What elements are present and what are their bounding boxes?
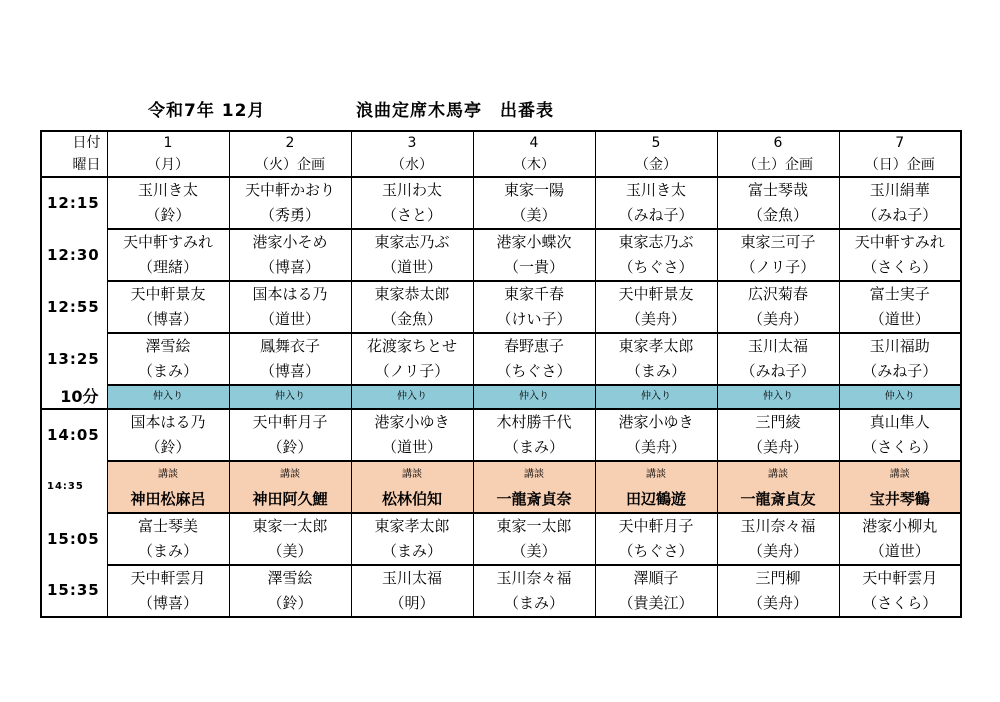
accompanist-name: （まみ） [107,359,229,385]
performer-name: 玉川太福 [351,565,473,591]
kodan-performer: 一龍斎貞奈 [473,487,595,513]
kodan-performer: 神田松麻呂 [107,487,229,513]
accompanist-name: （道世） [229,307,351,333]
date-cell: 5 [595,131,717,153]
accompanist-name: （美舟） [595,307,717,333]
accompanist-name: （さくら） [839,591,961,617]
performer-name: 東家志乃ぶ [351,229,473,255]
accompanist-name: （美） [473,203,595,229]
performer-name: 天中軒すみれ [839,229,961,255]
accompanist-name: （みね子） [839,359,961,385]
accompanist-name: （さと） [351,203,473,229]
performer-name: 天中軒景友 [107,281,229,307]
page-title-month: 令和7年 12月 [148,101,266,121]
accompanist-name: （博喜） [107,591,229,617]
accompanist-name: （みね子） [839,203,961,229]
accompanist-name: （鈴） [107,203,229,229]
accompanist-name: （博喜） [229,359,351,385]
kodan-label: 講談 [717,461,839,487]
performer-name: 三門柳 [717,565,839,591]
kodan-performer: 神田阿久鯉 [229,487,351,513]
performer-name: 澤雪絵 [229,565,351,591]
accompanist-name: （さくら） [839,435,961,461]
performer-name: 鳳舞衣子 [229,333,351,359]
performer-name: 澤雪絵 [107,333,229,359]
kodan-label: 講談 [839,461,961,487]
performer-name: 港家小柳丸 [839,513,961,539]
accompanist-name: （ちぐさ） [473,359,595,385]
accompanist-name: （理緒） [107,255,229,281]
weekday-cell: （金） [595,153,717,177]
performer-name: 花渡家ちとせ [351,333,473,359]
performer-name: 国本はる乃 [107,409,229,435]
accompanist-name: （ノリ子） [717,255,839,281]
accompanist-name: （金魚） [717,203,839,229]
kodan-label: 講談 [107,461,229,487]
performer-name: 天中軒月子 [229,409,351,435]
accompanist-name: （一貴） [473,255,595,281]
performer-name: 東家恭太郎 [351,281,473,307]
performer-name: 天中軒月子 [595,513,717,539]
performer-name: 玉川福助 [839,333,961,359]
accompanist-name: （道世） [351,435,473,461]
accompanist-name: （みね子） [717,359,839,385]
kodan-label: 講談 [351,461,473,487]
accompanist-name: （ちぐさ） [595,539,717,565]
accompanist-name: （さくら） [839,255,961,281]
performer-name: 玉川き太 [107,177,229,203]
performer-name: 東家孝太郎 [351,513,473,539]
time-slot: 13:25 [41,333,107,385]
performer-name: 国本はる乃 [229,281,351,307]
performer-name: 東家千春 [473,281,595,307]
accompanist-name: （明） [351,591,473,617]
kodan-performer: 宝井琴鶴 [839,487,961,513]
accompanist-name: （博喜） [229,255,351,281]
performer-name: 港家小ゆき [595,409,717,435]
time-slot: 14:35 [41,461,107,513]
kodan-performer: 田辺鶴遊 [595,487,717,513]
performer-name: 富士実子 [839,281,961,307]
accompanist-name: （道世） [839,539,961,565]
weekday-cell: （火）企画 [229,153,351,177]
accompanist-name: （鈴） [229,435,351,461]
accompanist-name: （みね子） [595,203,717,229]
accompanist-name: （秀勇） [229,203,351,229]
accompanist-name: （美舟） [717,539,839,565]
intermission-cell: 仲入り [229,385,351,409]
performer-name: 天中軒雲月 [839,565,961,591]
performer-name: 玉川奈々福 [717,513,839,539]
accompanist-name: （美） [473,539,595,565]
intermission-cell: 仲入り [595,385,717,409]
intermission-cell: 仲入り [473,385,595,409]
schedule-table [40,130,962,618]
performer-name: 玉川き太 [595,177,717,203]
accompanist-name: （博喜） [107,307,229,333]
performer-name: 玉川奈々福 [473,565,595,591]
time-slot: 15:35 [41,565,107,617]
accompanist-name: （けい子） [473,307,595,333]
date-cell: 1 [107,131,229,153]
kodan-performer: 一龍斎貞友 [717,487,839,513]
performer-name: 澤順子 [595,565,717,591]
page-title-venue: 浪曲定席木馬亭 出番表 [356,101,554,121]
kodan-label: 講談 [595,461,717,487]
accompanist-name: （まみ） [107,539,229,565]
performer-name: 東家一太郎 [473,513,595,539]
accompanist-name: （まみ） [595,359,717,385]
performer-name: 真山隼人 [839,409,961,435]
performer-name: 天中軒かおり [229,177,351,203]
date-cell: 6 [717,131,839,153]
date-cell: 2 [229,131,351,153]
performer-name: 港家小ゆき [351,409,473,435]
performer-name: 東家志乃ぶ [595,229,717,255]
kodan-label: 講談 [473,461,595,487]
intermission-cell: 仲入り [107,385,229,409]
date-cell: 4 [473,131,595,153]
accompanist-name: （金魚） [351,307,473,333]
weekday-label: 曜日 [41,153,107,177]
kodan-label: 講談 [229,461,351,487]
time-slot: 15:05 [41,513,107,565]
title-row [0,96,1000,120]
date-cell: 7 [839,131,961,153]
accompanist-name: （鈴） [107,435,229,461]
performer-name: 天中軒景友 [595,281,717,307]
time-slot: 14:05 [41,409,107,461]
time-slot: 12:15 [41,177,107,229]
date-label: 日付 [41,131,107,153]
accompanist-name: （道世） [351,255,473,281]
weekday-cell: （月） [107,153,229,177]
performer-name: 港家小蝶次 [473,229,595,255]
intermission-label: 10分 [41,385,107,409]
weekday-cell: （木） [473,153,595,177]
performer-name: 富士琴美 [107,513,229,539]
intermission-cell: 仲入り [839,385,961,409]
performer-name: 東家三可子 [717,229,839,255]
kodan-performer: 松林伯知 [351,487,473,513]
performer-name: 天中軒雲月 [107,565,229,591]
performer-name: 東家孝太郎 [595,333,717,359]
performer-name: 港家小そめ [229,229,351,255]
accompanist-name: （美舟） [595,435,717,461]
accompanist-name: （美舟） [717,591,839,617]
accompanist-name: （ノリ子） [351,359,473,385]
performer-name: 玉川太福 [717,333,839,359]
accompanist-name: （道世） [839,307,961,333]
performer-name: 春野恵子 [473,333,595,359]
accompanist-name: （まみ） [473,435,595,461]
performer-name: 富士琴哉 [717,177,839,203]
accompanist-name: （ちぐさ） [595,255,717,281]
performer-name: 三門綾 [717,409,839,435]
accompanist-name: （貴美江） [595,591,717,617]
accompanist-name: （美） [229,539,351,565]
time-slot: 12:30 [41,229,107,281]
accompanist-name: （まみ） [473,591,595,617]
performer-name: 広沢菊春 [717,281,839,307]
accompanist-name: （まみ） [351,539,473,565]
intermission-cell: 仲入り [351,385,473,409]
accompanist-name: （美舟） [717,307,839,333]
accompanist-name: （美舟） [717,435,839,461]
weekday-cell: （日）企画 [839,153,961,177]
intermission-cell: 仲入り [717,385,839,409]
weekday-cell: （水） [351,153,473,177]
performer-name: 東家一太郎 [229,513,351,539]
weekday-cell: （土）企画 [717,153,839,177]
accompanist-name: （鈴） [229,591,351,617]
performer-name: 玉川わ太 [351,177,473,203]
date-cell: 3 [351,131,473,153]
performer-name: 玉川絹華 [839,177,961,203]
performer-name: 東家一陽 [473,177,595,203]
time-slot: 12:55 [41,281,107,333]
performer-name: 天中軒すみれ [107,229,229,255]
performer-name: 木村勝千代 [473,409,595,435]
